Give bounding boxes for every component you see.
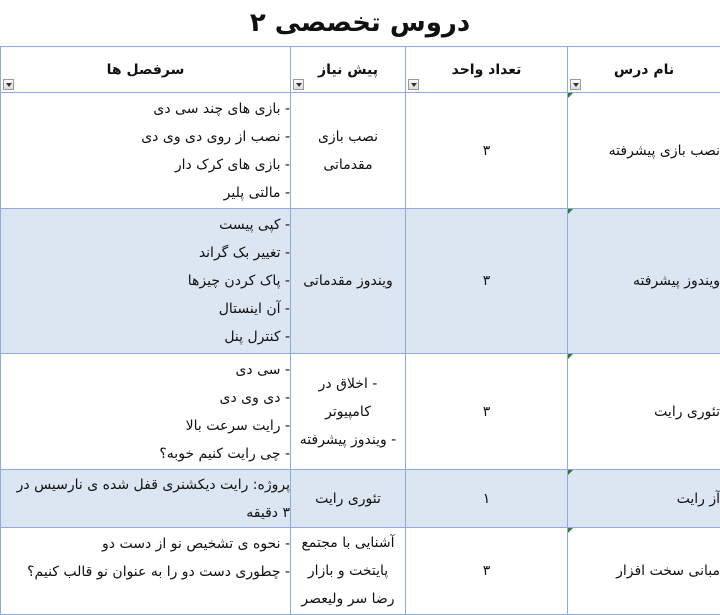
courses-table [0, 46, 720, 615]
prereq-line: تئوری رایت [291, 485, 405, 513]
cell-course-name[interactable]: تئوری رایت [568, 354, 720, 470]
cell-units[interactable]: ۳ [406, 528, 568, 615]
table-row [1, 528, 720, 615]
prereq-line: مقدماتی [291, 151, 405, 179]
cell-prerequisite[interactable] [291, 93, 406, 209]
cell-course-name[interactable]: نصب بازی پیشرفته [568, 93, 720, 209]
prereq-line: آشنایی با مجتمع [291, 529, 405, 557]
comment-indicator-icon [568, 470, 573, 475]
cell-units[interactable]: ۱ [406, 470, 568, 528]
prereq-line: - ویندوز پیشرفته [291, 426, 405, 454]
topic-line: - بازی های چند سی دی [1, 95, 290, 123]
header-label: پیش نیاز [318, 62, 378, 78]
prereq-line: نصب بازی [291, 123, 405, 151]
topic-line: پروژه: رایت دیکشنری قفل شده ی نارسیس در [1, 471, 290, 499]
cell-topics[interactable] [1, 528, 291, 615]
prereq-line: - اخلاق در [291, 370, 405, 398]
cell-topics[interactable] [1, 470, 291, 528]
topic-line: - سی دی [1, 356, 290, 384]
comment-indicator-icon [568, 528, 573, 533]
comment-indicator-icon [568, 209, 573, 214]
header-label: سرفصل ها [107, 62, 185, 78]
table-row [1, 209, 720, 354]
topic-line: - نصب از روی دی وی دی [1, 123, 290, 151]
table-row [1, 93, 720, 209]
header-topics[interactable] [1, 47, 291, 93]
header-label: تعداد واحد [452, 62, 522, 78]
cell-topics[interactable] [1, 93, 291, 209]
prereq-line: رضا سر ولیعصر [291, 585, 405, 613]
topic-line: - چطوری دست دو را به عنوان نو قالب کنیم؟ [1, 558, 290, 586]
header-label: نام درس [614, 62, 674, 78]
header-prerequisite[interactable] [291, 47, 406, 93]
cell-units[interactable]: ۳ [406, 354, 568, 470]
cell-units[interactable]: ۳ [406, 209, 568, 354]
topic-line: - آن اینستال [1, 295, 290, 323]
cell-course-name[interactable]: آز رایت [568, 470, 720, 528]
cell-units[interactable]: ۳ [406, 93, 568, 209]
topic-line: - تغییر بک گراند [1, 239, 290, 267]
topic-line: - کنترل پنل [1, 323, 290, 351]
prereq-line: کامپیوتر [291, 398, 405, 426]
topic-line: - پاک کردن چیزها [1, 267, 290, 295]
topic-line: - چی رایت کنیم خوبه؟ [1, 440, 290, 468]
cell-topics[interactable] [1, 209, 291, 354]
cell-prerequisite[interactable] [291, 209, 406, 354]
cell-prerequisite[interactable] [291, 470, 406, 528]
cell-course-name[interactable]: مبانی سخت افزار [568, 528, 720, 615]
topic-line: - مالتی پلیر [1, 179, 290, 207]
header-units[interactable] [406, 47, 568, 93]
filter-dropdown-icon[interactable] [293, 79, 304, 90]
comment-indicator-icon [568, 354, 573, 359]
comment-indicator-icon [568, 93, 573, 98]
prereq-line: پایتخت و بازار [291, 557, 405, 585]
page-title: دروس تخصصی ۲ [0, 0, 720, 46]
table-row [1, 470, 720, 528]
topic-line: - نحوه ی تشخیص نو از دست دو [1, 530, 290, 558]
prereq-line: ویندوز مقدماتی [291, 267, 405, 295]
table-row [1, 354, 720, 470]
header-course-name[interactable] [568, 47, 720, 93]
filter-dropdown-icon[interactable] [570, 79, 581, 90]
filter-dropdown-icon[interactable] [3, 79, 14, 90]
header-row [1, 47, 720, 93]
cell-topics[interactable] [1, 354, 291, 470]
topic-line: ۳ دقیقه [1, 499, 290, 527]
cell-course-name[interactable]: ویندوز پیشرفته [568, 209, 720, 354]
topic-line: - دی وی دی [1, 384, 290, 412]
topic-line: - رایت سرعت بالا [1, 412, 290, 440]
cell-prerequisite[interactable] [291, 528, 406, 615]
cell-prerequisite[interactable] [291, 354, 406, 470]
topic-line: - بازی های کرک دار [1, 151, 290, 179]
filter-dropdown-icon[interactable] [408, 79, 419, 90]
topic-line: - کپی پیست [1, 211, 290, 239]
